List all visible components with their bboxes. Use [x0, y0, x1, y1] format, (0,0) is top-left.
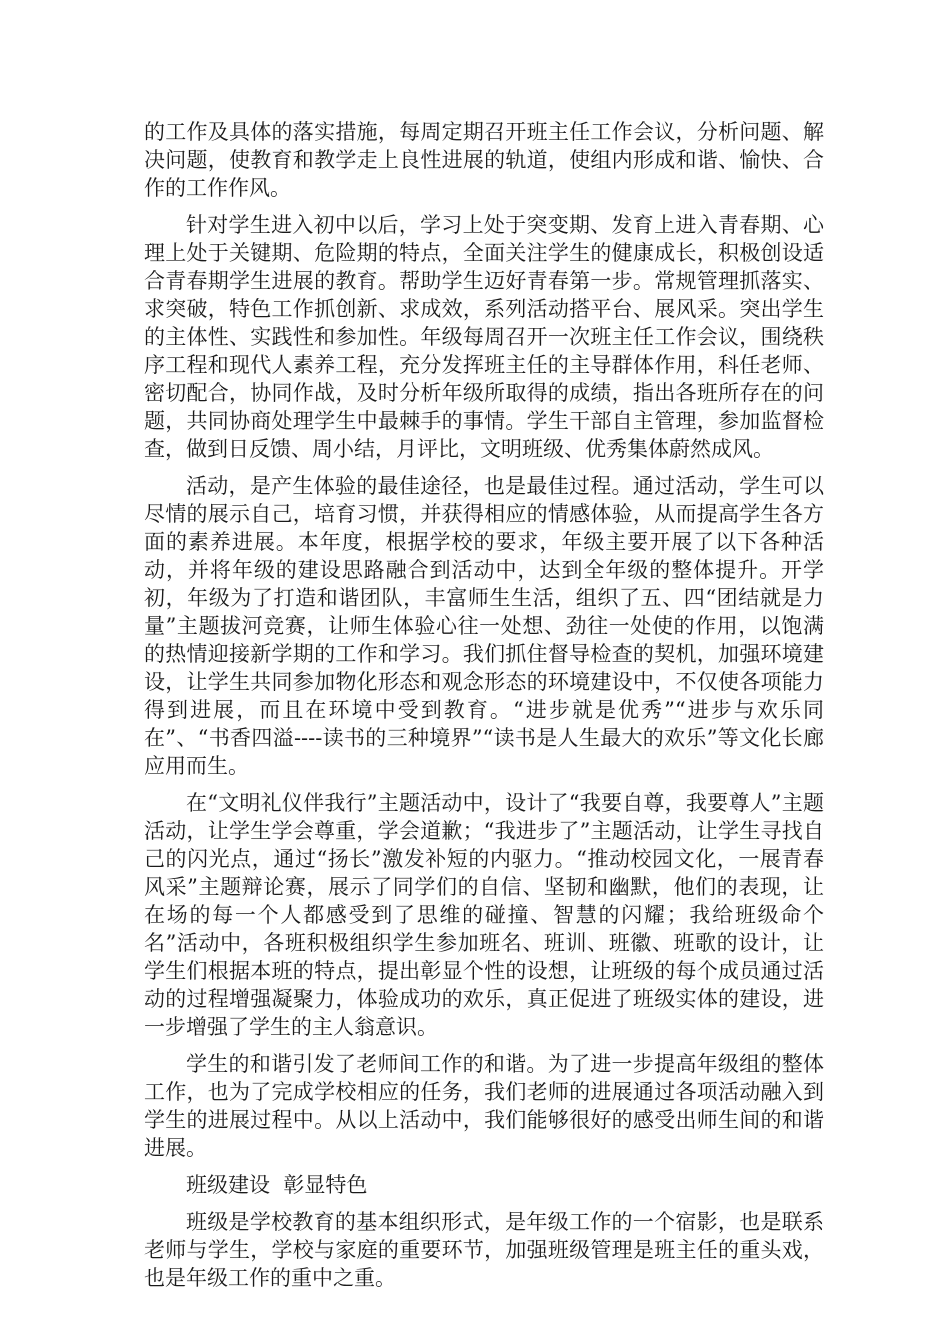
paragraph-3: 活动，是产生体验的最佳途径，也是最佳过程。通过活动，学生可以尽情的展示自己，培育习惯，并获得相应的情感体验，从而提高学生各方面的素养进展。本年度，根据学校的要求，年级主要开展了以下各种活动，并将年级的建设思路融合到活动中，达到全年级的整体提升。开学初，年级为了打造和谐团队，丰富师生生活，组织了五、四“团结就是力量”主题拔河竞赛，让师生体验心往一处想、劲往一处使的作用，以饱满的热情迎接新学期的工作和学习。我们抓住督导检查的契机，加强环境建设，让学生共同参加物化形态和观念形态的环境建设中，不仅使各项能力得到进展，而且在环境中受到教育。“进步就是优秀”“进步与欢乐同在”、“书香四溢----读书的三种境界”“读书是人生最大的欢乐”等文化长廊应用而生。 — [144, 474, 824, 778]
paragraph-5: 学生的和谐引发了老师间工作的和谐。为了进一步提高年级组的整体工作，也为了完成学校相应的任务，我们老师的进展通过各项活动融入到学生的进展过程中。从以上活动中，我们能够很好的感受出师生间的和谐进展。 — [144, 1052, 824, 1160]
paragraph-1: 的工作及具体的落实措施，每周定期召开班主任工作会议，分析问题、解决问题，使教育和教学走上良性进展的轨道，使组内形成和谐、愉快、合作的工作作风。 — [144, 120, 824, 200]
section-heading: 班级建设 彰显特色 — [186, 1173, 368, 1197]
paragraph-4: 在“文明礼仪伴我行”主题活动中，设计了“我要自尊，我要尊人”主题活动，让学生学会尊重，学会道歉；“我进步了”主题活动，让学生寻找自己的闪光点，通过“扬长”激发补短的内驱力。“推动校园文化，一展青春风采”主题辩论赛，展示了同学们的自信、坚韧和幽默，他们的表现，让在场的每一个人都感受到了思维的碰撞、智慧的闪耀；我给班级命个名”活动中，各班积极组织学生参加班名、班训、班徽、班歌的设计，让学生们根据本班的特点，提出彰显个性的设想，让班级的每个成员通过活动的过程增强凝聚力，体验成功的欢乐，真正促进了班级实体的建设，进一步增强了学生的主人翁意识。 — [144, 791, 824, 1039]
document-body — [144, 118, 824, 1301]
paragraph-2: 针对学生进入初中以后，学习上处于突变期、发育上进入青春期、心理上处于关键期、危险期的特点，全面关注学生的健康成长，积极创设适合青春期学生进展的教育。帮助学生迈好青春第一步。常规管理抓落实、求突破，特色工作抓创新、求成效，系列活动搭平台、展风采。突出学生的主体性、实践性和参加性。年级每周召开一次班主任工作会议，围绕秩序工程和现代人素养工程，充分发挥班主任的主导群体作用，科任老师、密切配合，协同作战，及时分析年级所取得的成绩，指出各班所存在的问题，共同协商处理学生中最棘手的事情。学生干部自主管理，参加监督检查，做到日反馈、周小结，月评比，文明班级、优秀集体蔚然成风。 — [144, 213, 824, 461]
paragraph-6: 班级是学校教育的基本组织形式，是年级工作的一个宿影，也是联系老师与学生，学校与家庭的重要环节，加强班级管理是班主任的重头戏，也是年级工作的重中之重。 — [144, 1210, 824, 1290]
